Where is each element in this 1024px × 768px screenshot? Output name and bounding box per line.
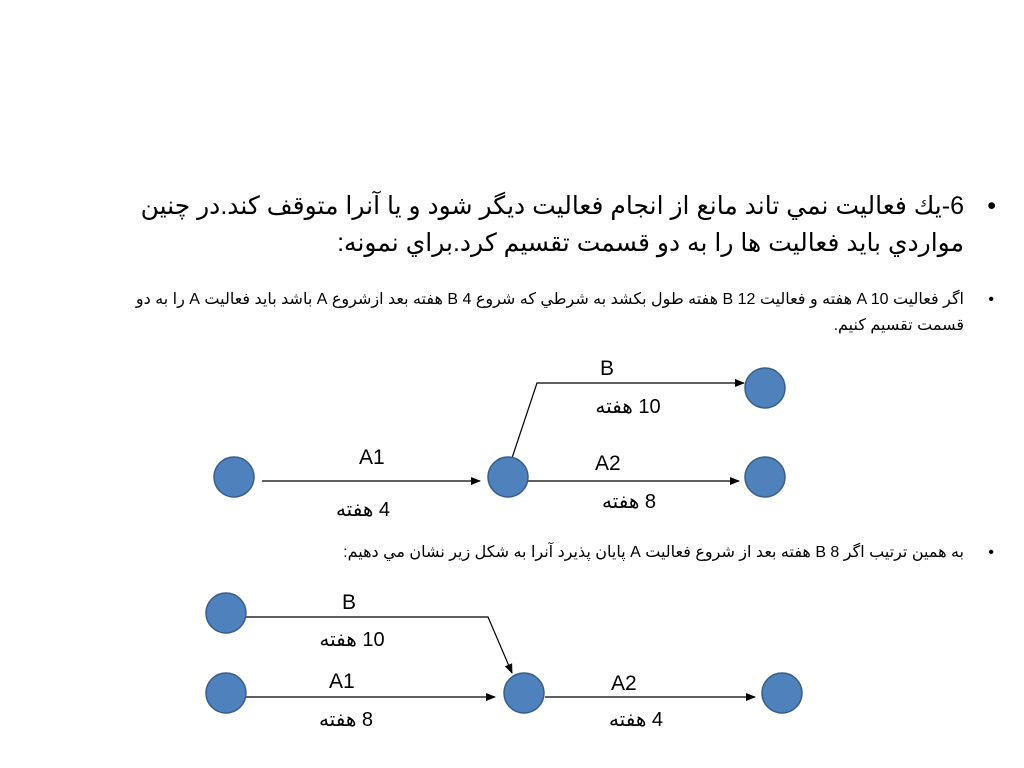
- edge-a1-duration: 8 هفته: [318, 709, 374, 731]
- edge-b-duration: 10 هفته: [595, 396, 661, 418]
- edge-a1-label: A1: [329, 670, 355, 693]
- edge-b: [512, 383, 744, 458]
- bullet-text-example-1: اگر فعاليت A 10 هفته و فعاليت B 12 هفته طول بكشد به شرطي كه شروع B 4 هفته بعد ازشروع A باشد بايد فعاليت A را به دو قسمت تقسيم كنيم.: [135, 291, 964, 334]
- diagram-1: [214, 357, 785, 521]
- edge-a2-label: A2: [595, 452, 621, 475]
- node: [745, 368, 785, 408]
- edge-a2-label: A2: [611, 672, 637, 695]
- node: [214, 457, 254, 497]
- node: [206, 673, 246, 713]
- edge-b-label: B: [342, 591, 357, 614]
- node: [745, 457, 785, 497]
- node: [504, 673, 544, 713]
- edge-a2-duration: 4 هفته: [608, 709, 664, 731]
- bullet-marker: •: [987, 192, 996, 220]
- bullet-text-example-2: به همين ترتيب اگر B 8 هفته بعد از شروع فعاليت A پايان پذيرد آنرا به شكل زير نشان مي دهيم:: [343, 544, 964, 561]
- bullet-text-main: 6-يك فعاليت نمي تاند مانع از انجام فعاليت ديگر شود و يا آنرا متوقف كند.در چنين مواردي بايد فعاليت ها را به دو قسمت تقسيم كرد.براي نمونه:: [140, 192, 964, 257]
- diagram-2: [206, 591, 802, 731]
- edge-a2-duration: 8 هفته: [601, 491, 657, 513]
- edge-b-duration: 10 هفته: [319, 629, 385, 651]
- node: [488, 457, 528, 497]
- edge-a1-duration: 4 هفته: [335, 499, 391, 521]
- node: [206, 593, 246, 633]
- bullet-marker: •: [988, 544, 994, 561]
- bullet-marker: •: [988, 291, 994, 308]
- node: [762, 673, 802, 713]
- edge-a1-label: A1: [359, 446, 385, 469]
- edge-b-label: B: [600, 357, 615, 380]
